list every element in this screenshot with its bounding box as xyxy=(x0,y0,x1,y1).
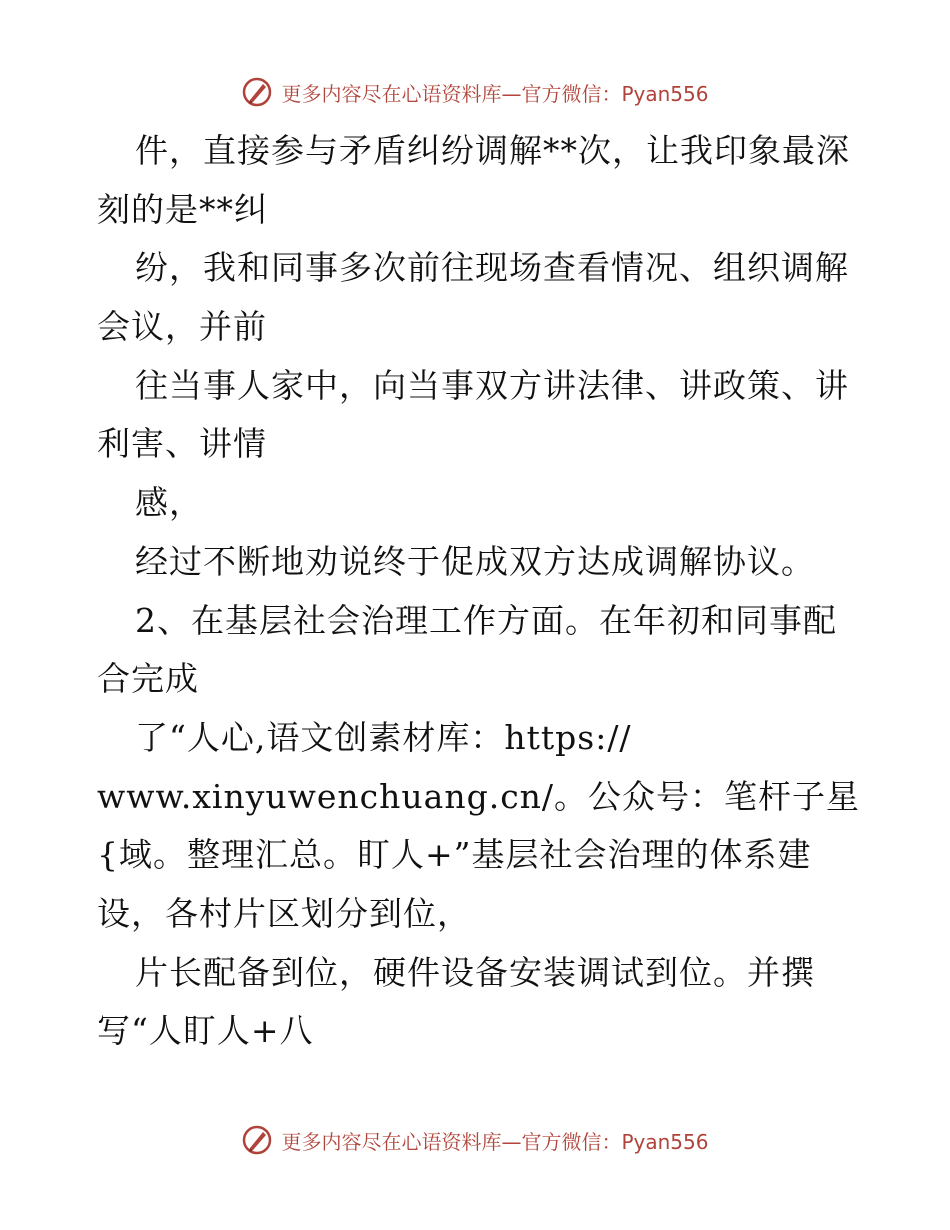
body-line: 利害、讲情 xyxy=(97,424,267,464)
header-watermark xyxy=(0,72,950,112)
body-line: 刻的是**纠 xyxy=(97,189,268,229)
pen-circle-logo-icon xyxy=(241,76,273,108)
body-line: 合完成 xyxy=(97,659,199,699)
body-line: 2、在基层社会治理工作方面。在年初和同事配 xyxy=(135,600,837,640)
watermark-text: 更多内容尽在心语资料库—官方微信：Pyan556 xyxy=(281,81,709,106)
body-line: 经过不断地劝说终于促成双方达成调解协议。 xyxy=(135,541,815,581)
watermark-text: 更多内容尽在心语资料库—官方微信：Pyan556 xyxy=(281,1129,709,1154)
body-line: 设，各村片区划分到位， xyxy=(97,893,471,933)
body-line: 往当事人家中，向当事双方讲法律、讲政策、讲 xyxy=(135,365,849,405)
body-line: 会议，并前 xyxy=(97,307,267,347)
body-line: 写“人盯人+八 xyxy=(97,1011,314,1051)
document-body xyxy=(97,122,861,1061)
body-line: {域。整理汇总。盯人+”基层社会治理的体系建 xyxy=(97,835,812,875)
body-line: 了“人心,语文创素材库：https:// xyxy=(135,717,632,757)
body-line: 感， xyxy=(135,483,203,523)
body-line: 件，直接参与矛盾纠纷调解**次，让我印象最深 xyxy=(135,131,850,170)
body-line: 片长配备到位，硬件设备安装调试到位。并撰 xyxy=(135,952,815,992)
body-line: www.xinyuwenchuang.cn/。公众号：笔杆子星 xyxy=(97,776,861,816)
pen-circle-logo-icon xyxy=(241,1124,273,1156)
footer-watermark xyxy=(0,1120,950,1160)
body-line: 纷，我和同事多次前往现场查看情况、组织调解 xyxy=(135,248,849,288)
